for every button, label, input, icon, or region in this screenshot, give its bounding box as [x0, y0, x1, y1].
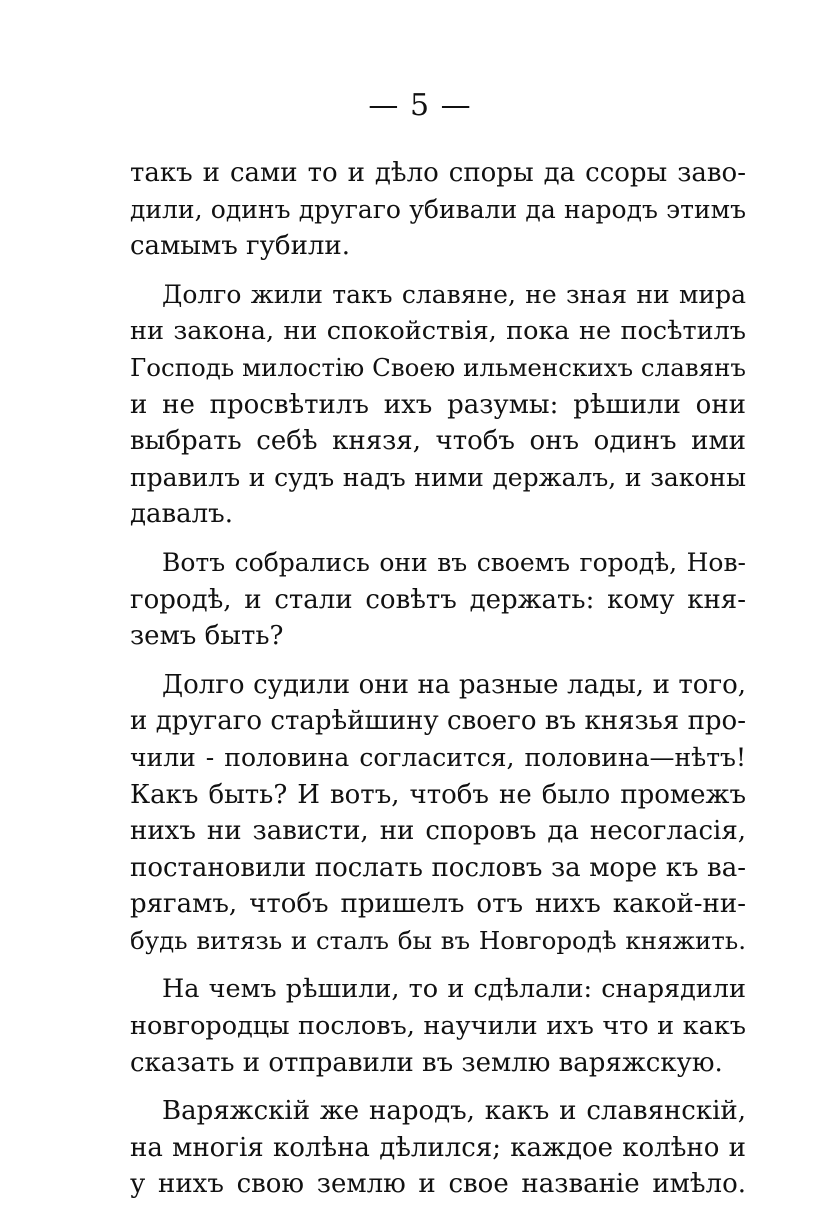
text-line: Варяжскій же народъ, какъ и славянскій, — [162, 1096, 746, 1127]
text-line: сказать и отправили въ землю варяжскую. — [130, 1047, 723, 1078]
text-line: Долго судили они на разные лады, и того, — [162, 669, 746, 700]
text-line: давалъ. — [130, 499, 233, 530]
text-line: и не просвѣтилъ ихъ разумы: рѣшили они — [130, 389, 746, 420]
text-line: новгородцы пословъ, научили ихъ что и какъ — [130, 1011, 746, 1042]
paragraph-2 — [130, 277, 746, 533]
text-line: чили - половина согласится, половина—нѣтъ! — [130, 742, 746, 772]
paragraph-5 — [130, 971, 746, 1081]
page-number: — 5 — — [368, 88, 472, 123]
text-line: выбрать себѣ князя, чтобъ онъ одинъ ими — [130, 426, 746, 457]
paragraph-4 — [130, 667, 746, 960]
text-line: Вотъ собрались они въ своемъ городѣ, Нов- — [162, 547, 746, 577]
body-text — [130, 155, 746, 1215]
text-line: будь витязь и сталъ бы въ Новгородѣ княжить. — [130, 925, 746, 955]
paragraph-1 — [130, 155, 746, 265]
text-line: На чемъ рѣшили, то и сдѣлали: снарядили — [162, 974, 746, 1005]
text-line: постановили послать пословъ за море къ ва- — [130, 852, 746, 883]
text-line: Долго жили такъ славяне, не зная ни мира — [162, 279, 746, 309]
text-line: городѣ, и стали совѣтъ держать: кому кня- — [130, 584, 746, 615]
text-line: земъ быть? — [130, 621, 284, 652]
text-line: на многія колѣна дѣлился; каждое колѣно и — [130, 1132, 746, 1163]
text-line: нихъ ни зависти, ни споровъ да несогласія, — [130, 816, 746, 847]
text-line: такъ и сами то и дѣло споры да ссоры заво- — [130, 158, 746, 188]
text-line: и другаго старѣйшину своего въ князья про- — [130, 706, 746, 737]
text-line: самымъ губили. — [130, 231, 351, 262]
text-line: Какъ быть? И вотъ, чтобъ не было промежъ — [130, 779, 746, 810]
text-line: у нихъ свою землю и свое названіе имѣло. — [130, 1169, 746, 1200]
text-line: ни закона, ни спокойствія, пока не посѣтилъ — [130, 316, 746, 347]
text-line: правилъ и судъ надъ ними держалъ, и законы — [130, 462, 746, 492]
text-line: Господь милостію Своею ильменскихъ славянъ — [130, 352, 746, 382]
paragraph-3 — [130, 545, 746, 655]
text-line: дили, одинъ другаго убивали да народъ этимъ — [130, 194, 746, 224]
paragraph-6 — [130, 1093, 746, 1203]
text-line: рягамъ, чтобъ пришелъ отъ нихъ какой-ни- — [130, 889, 746, 920]
